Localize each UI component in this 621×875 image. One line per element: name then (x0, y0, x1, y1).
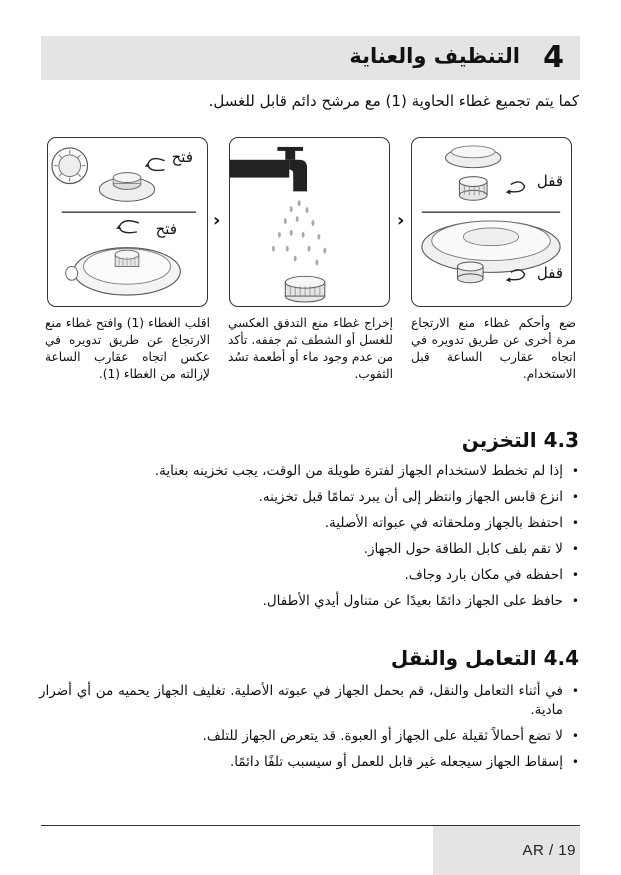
handling-heading: 4.4 التعامل والنقل (390, 646, 579, 670)
lock-label-top: قفل (536, 172, 563, 190)
intro-text: كما يتم تجميع غطاء الحاوية (1) مع مرشح دائم قابل للغسل. (208, 92, 579, 110)
step-arrow-1: › (213, 210, 221, 231)
open-label-bottom: فتح (155, 220, 177, 238)
list-item: • إسقاط الجهاز سيجعله غير قابل للعمل أو سيسبب تلفًا دائمًا. (39, 753, 579, 772)
list-item: • لا تقم بلف كابل الطاقة حول الجهاز. (39, 540, 579, 559)
lock-label-bottom: قفل (536, 264, 563, 282)
storage-heading: 4.3 التخزين (461, 428, 579, 452)
caption-rinse: إخراج غطاء منع التدفق العكسي للغسل أو الشطف ثم جففه. تأكد من عدم وجود ماء أو أطعمة تسُد الثقوب. (228, 316, 393, 381)
handling-list (39, 682, 579, 779)
section-number: 4 (543, 40, 564, 75)
list-item: • احتفظ بالجهاز وملحقاته في عبواته الأصلية. (39, 514, 579, 533)
list-item: • إذا لم تخطط لاستخدام الجهاز لفترة طويلة من الوقت، يجب تخزينه بعناية. (39, 462, 579, 481)
storage-list (39, 462, 579, 618)
panel-lock-lid (411, 137, 572, 307)
faucet-illustration (230, 138, 389, 306)
panel-open-lid (47, 137, 208, 307)
section-title: التنظيف والعناية (349, 44, 520, 68)
list-item: • احفظه في مكان بارد وجاف. (39, 566, 579, 585)
step-arrow-2: › (397, 210, 405, 231)
list-item: • حافظ على الجهاز دائمًا بعيدًا عن متناول أيدي الأطفال. (39, 592, 579, 611)
caption-lock-lid: ضع وأحكم غطاء منع الارتجاع مرة أخرى عن طريق تدويره في اتجاه عقارب الساعة قبل الاستخدام. (411, 316, 576, 381)
list-item: • في أثناء التعامل والنقل، قم بحمل الجهاز في عبوته الأصلية. تغليف الجهاز يحميه من أي أضرار مادية. (39, 682, 579, 720)
section-header (41, 36, 580, 80)
list-item: • انزع قابس الجهاز وانتظر إلى أن يبرد تمامًا قبل تخزينه. (39, 488, 579, 507)
panel-rinse (229, 137, 390, 307)
caption-open-lid: اقلب الغطاء (1) وافتح غطاء منع الارتجاع عن طريق تدويره في عكس اتجاه عقارب الساعة لإزالته من الغطاء (1). (45, 316, 210, 381)
list-item: • لا تضع أحمالاً ثقيلة على الجهاز أو العبوة. قد يتعرض الجهاز للتلف. (39, 727, 579, 746)
page-number: AR / 19 (522, 842, 576, 859)
open-label-top: فتح (171, 148, 193, 166)
